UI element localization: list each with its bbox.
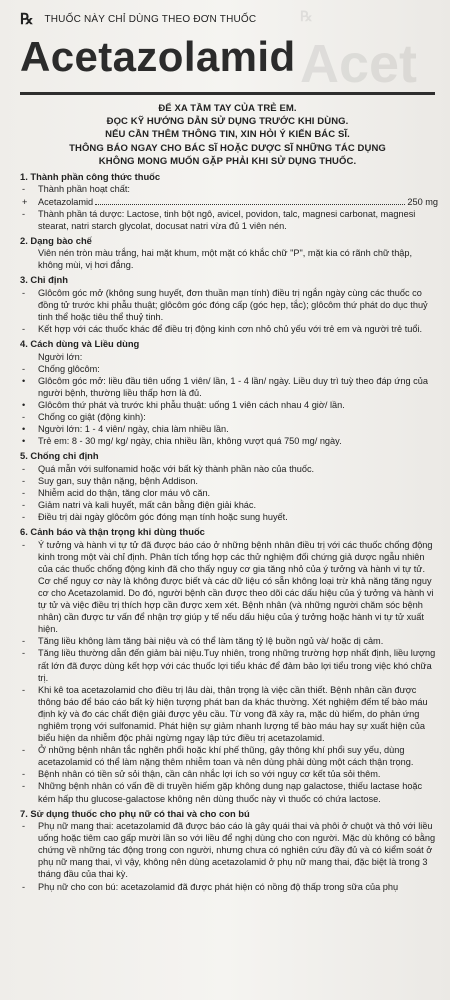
sub-heading: - Chống co giật (động kinh): [22,412,146,423]
list-item: - Phụ nữ mang thai: acetazolamid đã được báo cáo là gây quái thai và phôi ở chuột và thỏ với liều uống hoặc tiêm cao gấp mười lần so với liều để nghị dùng cho con người. Mặc dù không có bằng chứng về những tác động trong con người, nhưng chưa có nghiên cứu đầy đủ và có kiểm soát ở phụ nữ mang thai, vì vậy, không nên dùng acetazolamid ở phụ nữ mang thai, đặc biệt là trong 3 tháng đầu của thai kỳ. [22,821,436,880]
list-item: - Bệnh nhân có tiền sử sỏi thận, cần cân nhắc lợi ích so với nguy cơ kết tủa sỏi thêm. [22,769,381,780]
sub-heading: Người lớn: [38,351,83,362]
warning-line: KHÔNG MONG MUỐN GẶP PHẢI KHI SỬ DỤNG THUỐC. [98,155,357,167]
prescription-line [20,10,440,29]
section-composition [20,171,438,232]
title-divider [20,92,435,95]
active-ingredient-row: + Acetazolamid 250 mg [22,196,438,207]
list-item: - Ở những bệnh nhân tắc nghẽn phổi hoặc khí phế thũng, gây thông khí phổi suy yếu, dùng acetazolamid có thể làm nặng thêm nhiễm toan và nên dùng phải dùng một cách thận trọng. [22,745,414,768]
warning-line: ĐỌC KỸ HƯỚNG DẪN SỬ DỤNG TRƯỚC KHI DÙNG. [106,116,349,128]
section-warnings [20,526,438,804]
prescription-notice: THUỐC NÀY CHỈ DÙNG THEO ĐƠN THUỐC [44,14,257,25]
list-item: - Giảm natri và kali huyết, mất cân bằng điện giải khác. [22,500,257,510]
list-item: - Tăng liều thường dẫn đến giảm bài niệu.Tuy nhiên, trong những trường hợp nhất định, liều lượng rất lớn đã được dùng kết hợp với các thuốc lợi tiểu khác để đảm bảo lợi tiểu trong việc khó chữa trị. [22,648,436,683]
section-heading: 7. Sử dụng thuốc cho phụ nữ có thai và cho con bú [20,807,250,819]
active-ingredient-name: Acetazolamid [38,196,94,207]
ghost-rx: ℞ [300,8,313,24]
list-item: • Trẻ em: 8 - 30 mg/ kg/ ngày, chia nhiều lần, không vượt quá 750 mg/ ngày. [22,436,342,447]
section-heading: 2. Dạng bào chế [20,234,92,246]
active-ingredient-amount: 250 mg [407,196,438,207]
warning-line: NẾU CẦN THÊM THÔNG TIN, XIN HỎI Ý KIẾN BÁC SĨ. [105,129,350,141]
list-item: - Phụ nữ cho con bú: acetazolamid đã được phát hiện có nồng độ thấp trong sữa của phụ [22,881,399,892]
active-ingredient-label-row: - Thành phần hoạt chất: [22,184,130,195]
warning-line: THÔNG BÁO NGAY CHO BÁC SĨ HOẶC DƯỢC SĨ NHỮNG TÁC DỤNG [69,142,386,154]
list-item: - Quá mẫn với sulfonamid hoặc với bất kỳ thành phần nào của thuốc. [22,463,315,474]
section-pregnancy [20,808,438,893]
section-heading: 3. Chỉ định [20,274,68,286]
list-item: - Tăng liều không làm tăng bài niệu và có thể làm tăng tỷ lệ buồn ngủ và/ hoặc dị cảm. [22,636,384,647]
warning-line: ĐỂ XA TẦM TAY CỦA TRẺ EM. [158,103,297,114]
section-heading: 4. Cách dùng và Liều dùng [20,338,140,350]
section-contraindications [20,450,438,523]
sub-heading: - Chống glôcôm: [22,363,100,374]
section-dosage [20,338,438,447]
list-item: • Glôcôm thứ phát và trước khi phẫu thuật: uống 1 viên cách nhau 4 giờ/ lần. [22,399,345,410]
list-item: - Suy gan, suy thận nặng, bệnh Addison. [22,475,198,486]
ghost-title: Acet [300,34,418,94]
section-indications [20,274,438,335]
list-item: - Khi kê toa acetazolamid cho điều trị lâu dài, thận trọng là việc cần thiết. Bệnh nhân cần được thông báo để báo cáo bất kỳ hiện tượng phát ban da khác thường. Xét nghiệm đếm tế bào máu định kỳ và đo các chất điện giải được yêu cầu. Từ vong đã xảy ra, mặc dù hiếm, do phản ứng nghiêm trọng với sulfonamid. Phát hiện sự giảm nhanh lượng tế bào máu hay sự xuất hiện của biểu hiện da nhiễm độc phải ngừng ngay lập tức điều trị acetazolamid. [22,684,428,744]
list-item: - Những bệnh nhân có vấn đề di truyền hiếm gặp không dung nạp galactose, thiếu lactase hoặc kém hấp thu glucose-galactose không nên dùng thuốc này vì thuốc có chứa lactose. [22,781,423,804]
list-item: - Ý tưởng và hành vi tự tử đã được báo cáo ở những bệnh nhân điều trị với các thuốc chống động kinh trong một vài chỉ định. Phân tích tổng hợp các thử nghiệm đối chứng giả dược ngẫu nhiên của các thuốc chống động kinh đã cho thấy nguy cơ gia tăng nhỏ của ý tưởng và hành vi tự tử. Cơ chế nguy cơ này là không được biết và các dữ liệu có sẵn không loại trừ khả năng tăng nguy cơ cho Acetazolamid. Do đó, người bệnh cần được theo dõi các dấu hiệu của ý tưởng và hành vi tự tử và việc điều trị thích hợp cần được xem xét. Bệnh nhân (và những người chăm sóc bệnh nhân) cần được tư vấn để nhận trợ giúp y tế nếu dấu hiệu của ý tưởng hoặc hành vi tự tử xuất hiện. [22,539,434,635]
warning-block [20,102,435,168]
rx-symbol: ℞ [20,12,34,28]
section-heading: 5. Chống chỉ định [20,450,99,462]
section-dosage-form [20,235,438,272]
list-item: - Điều trị dài ngày glôcôm góc đóng mạn tính hoặc sung huyết. [22,512,288,523]
leaflet-content [20,171,438,893]
excipients-row: - Thành phần tá dược: Lactose, tinh bột ngô, avicel, povidon, talc, magnesi carbonat, magnesi stearat, natri starch glycolat, docusat natri vừa đủ 1 viên nén. [22,208,416,231]
list-item: - Kết hợp với các thuốc khác để điều trị động kinh cơn nhỏ chủ yếu với trẻ em và người trẻ tuổi. [22,324,423,335]
list-item: • Người lớn: 1 - 4 viên/ ngày, chia làm nhiều lần. [22,424,229,435]
list-item: - Glôcôm góc mở (không sung huyết, đơn thuần mạn tính) điều trị ngắn ngày cùng các thuốc co đồng tử trước khi phẫu thuật; glôcôm góc đóng cấp (góc hẹp, tắc); glôcôm thứ phát do dục thuỷ tinh thể hoặc tiêu thể thuỷ tinh. [22,287,428,322]
section-heading: 6. Cảnh báo và thận trọng khi dùng thuốc [20,526,205,538]
section-heading: 1. Thành phần công thức thuốc [20,171,161,182]
dosage-form-text: Viên nén tròn màu trắng, hai mặt khum, một mặt có khắc chữ "P", mặt kia có rãnh chữ thập, không mùi, vị hơi đắng. [38,248,413,271]
list-item: • Glôcôm góc mở: liều đầu tiên uống 1 viên/ lần, 1 - 4 lần/ ngày. Liều duy trì tuỳ theo đáp ứng của người bệnh, thường liều thấp hơn là đủ. [22,375,428,398]
page-title: Acetazolamid [20,33,296,80]
list-item: - Nhiễm acid do thận, tăng clor máu vô căn. [22,487,211,498]
